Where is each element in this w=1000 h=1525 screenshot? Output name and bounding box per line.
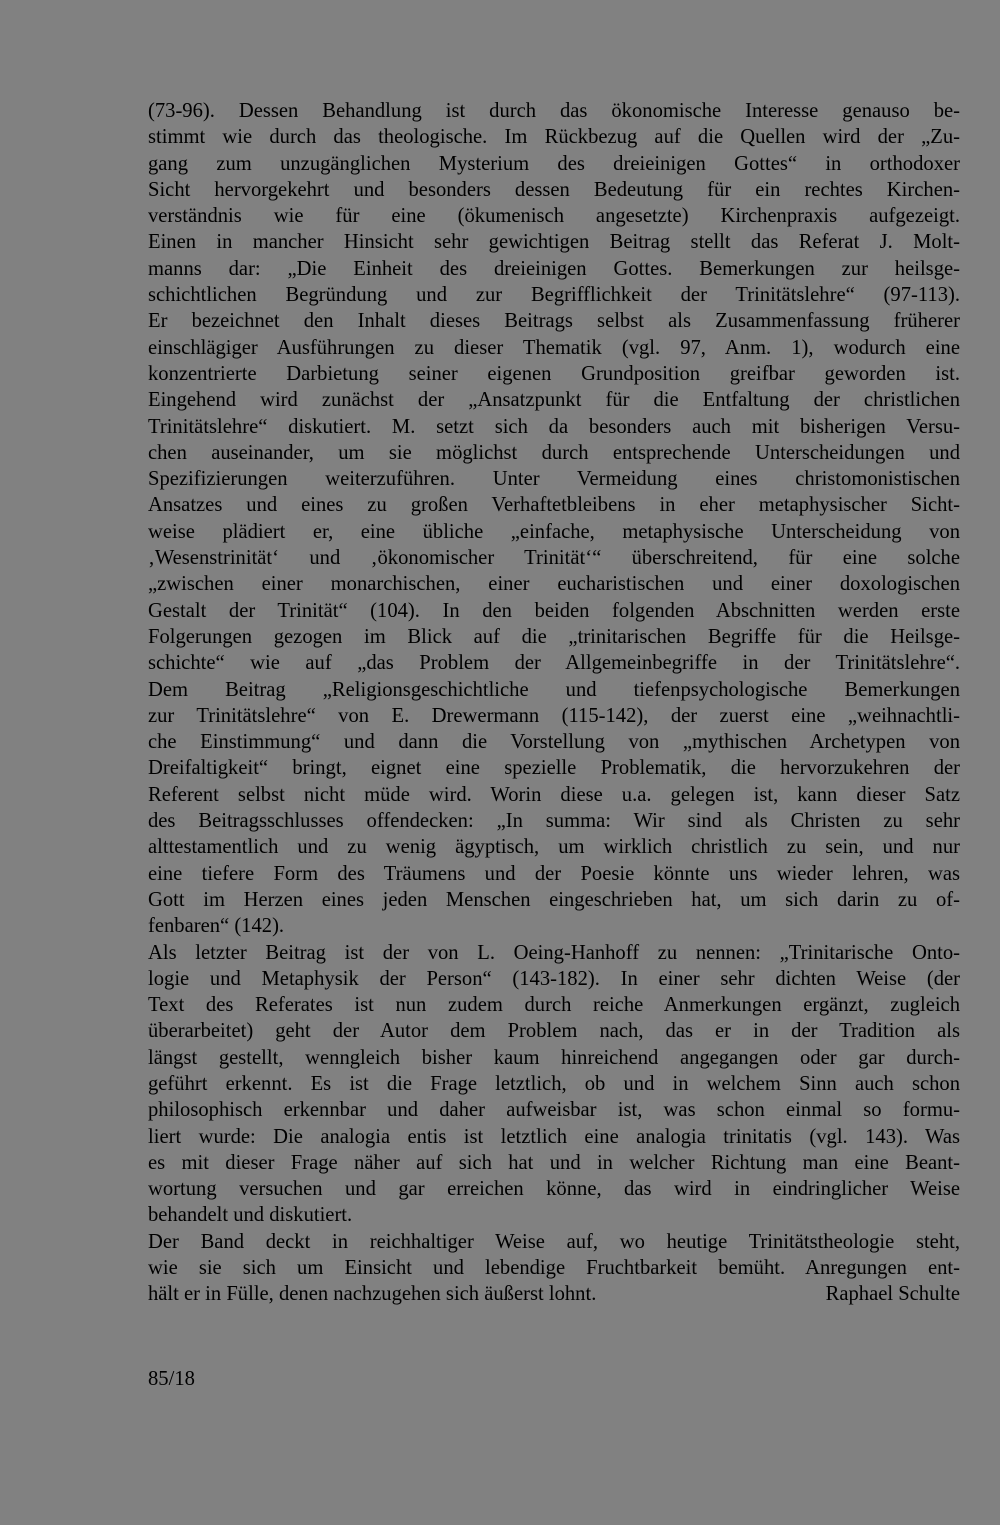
text-line: Dem Beitrag „Religionsgeschichtliche und tiefenpsychologische Bemerkungen xyxy=(148,678,960,701)
text-line: überarbeitet) geht der Autor dem Problem nach, das er in der Tradition als xyxy=(148,1020,960,1043)
text-line: weise plädiert er, eine übliche „einfache, metaphysische Unterscheidung von xyxy=(148,520,960,543)
text-line: Gestalt der Trinität“ (104). In den beiden folgenden Abschnitten werden erste xyxy=(148,599,960,622)
text-line: konzentrierte Darbietung seiner eigenen Grundposition greifbar geworden ist. xyxy=(148,362,960,385)
text-line: Einen in mancher Hinsicht sehr gewichtigen Beitrag stellt das Referat J. Molt- xyxy=(148,231,960,254)
text-line: Text des Referates ist nun zudem durch reiche Anmerkungen ergänzt, zugleich xyxy=(148,994,960,1017)
text-line: wortung versuchen und gar erreichen könne, das wird in eindringlicher Weise xyxy=(148,1178,960,1201)
review-body-text xyxy=(148,98,960,1308)
text-line: gang zum unzugänglichen Mysterium des dreieinigen Gottes“ in orthodoxer xyxy=(148,152,960,175)
text-line: chen auseinander, um sie möglichst durch entsprechende Unterscheidungen und xyxy=(148,441,960,464)
text-line: es mit dieser Frage näher auf sich hat und in welcher Richtung man eine Beant- xyxy=(148,1151,960,1174)
text-line: (73-96). Dessen Behandlung ist durch das ökonomische Interesse genauso be- xyxy=(148,100,960,122)
text-line: ‚Wesenstrinität‘ und ‚ökonomischer Trinität‘“ überschreitend, für eine solche xyxy=(148,547,960,570)
text-line: Referent selbst nicht müde wird. Worin diese u.a. gelegen ist, kann dieser Satz xyxy=(148,783,960,806)
text-line: schichtlichen Begründung und zur Begrifflichkeit der Trinitätslehre“ (97-113). xyxy=(148,284,960,307)
text-line: Eingehend wird zunächst der „Ansatzpunkt für die Entfaltung der christlichen xyxy=(148,389,960,412)
text-line: Der Band deckt in reichhaltiger Weise auf, wo heutige Trinitätstheologie steht, xyxy=(148,1230,960,1253)
text-line: Gott im Herzen eines jeden Menschen eingeschrieben hat, um sich darin zu of- xyxy=(148,888,960,911)
text-line: Folgerungen gezogen im Blick auf die „trinitarischen Begriffe für die Heilsge- xyxy=(148,625,960,648)
text-line: Ansatzes und eines zu großen Verhaftetbleibens in eher metaphysischer Sicht- xyxy=(148,494,960,517)
text-line: geführt erkennt. Es ist die Frage letztlich, ob und in welchem Sinn auch schon xyxy=(148,1072,960,1095)
text-line: verständnis wie für eine (ökumenisch angesetzte) Kirchenpraxis aufgezeigt. xyxy=(148,205,960,228)
text-line: fenbaren“ (142). xyxy=(148,915,285,938)
text-line: zur Trinitätslehre“ von E. Drewermann (115-142), der zuerst eine „weihnachtli- xyxy=(148,704,960,727)
text-line: des Beitragsschlusses offendecken: „In summa: Wir sind als Christen zu sehr xyxy=(148,810,960,833)
text-line: philosophisch erkennbar und daher aufweisbar ist, was schon einmal so formu- xyxy=(148,1099,960,1122)
text-line: Spezifizierungen weiterzuführen. Unter Vermeidung eines christomonistischen xyxy=(148,468,960,491)
closing-line xyxy=(148,1281,960,1307)
text-line: logie und Metaphysik der Person“ (143-182). In einer sehr dichten Weise (der xyxy=(148,967,960,990)
text-line: wie sie sich um Einsicht und lebendige Fruchtbarkeit bemüht. Anregungen ent- xyxy=(148,1257,960,1280)
text-line: Dreifaltigkeit“ bringt, eignet eine spezielle Problematik, die hervorzukehren der xyxy=(148,757,960,780)
text-line: Sicht hervorgekehrt und besonders dessen Bedeutung für ein rechtes Kirchen- xyxy=(148,178,960,201)
text-line: „zwischen einer monarchischen, einer eucharistischen und einer doxologischen xyxy=(148,573,960,596)
text-line: che Einstimmung“ und dann die Vorstellung von „mythischen Archetypen von xyxy=(148,731,960,754)
text-line: liert wurde: Die analogia entis ist letztlich eine analogia trinitatis (vgl. 143). Was xyxy=(148,1125,960,1148)
text-line: Er bezeichnet den Inhalt dieses Beitrags selbst als Zusammenfassung früherer xyxy=(148,310,960,333)
text-line: Trinitätslehre“ diskutiert. M. setzt sich da besonders auch mit bisherigen Versu- xyxy=(148,415,960,438)
closing-text: hält er in Fülle, denen nachzugehen sich äußerst lohnt. xyxy=(148,1283,597,1306)
text-line: behandelt und diskutiert. xyxy=(148,1204,353,1227)
text-line: eine tiefere Form des Träumens und der Poesie könnte uns wieder lehren, was xyxy=(148,862,960,885)
text-line: längst gestellt, wenngleich bisher kaum hinreichend angegangen oder gar durch- xyxy=(148,1046,960,1069)
text-line: schichte“ wie auf „das Problem der Allgemeinbegriffe in der Trinitätslehre“. xyxy=(148,652,960,675)
page-number: 85/18 xyxy=(148,1368,195,1390)
text-line: stimmt wie durch das theologische. Im Rückbezug auf die Quellen wird der „Zu- xyxy=(148,126,960,149)
text-line: Als letzter Beitrag ist der von L. Oeing-Hanhoff zu nennen: „Trinitarische Onto- xyxy=(148,941,960,964)
text-line: einschlägiger Ausführungen zu dieser Thematik (vgl. 97, Anm. 1), wodurch eine xyxy=(148,336,960,359)
text-line: manns dar: „Die Einheit des dreieinigen Gottes. Bemerkungen zur heilsge- xyxy=(148,257,960,280)
author-name: Raphael Schulte xyxy=(825,1283,960,1306)
text-line: alttestamentlich und zu wenig ägyptisch, um wirklich christlich zu sein, und nur xyxy=(148,836,960,859)
